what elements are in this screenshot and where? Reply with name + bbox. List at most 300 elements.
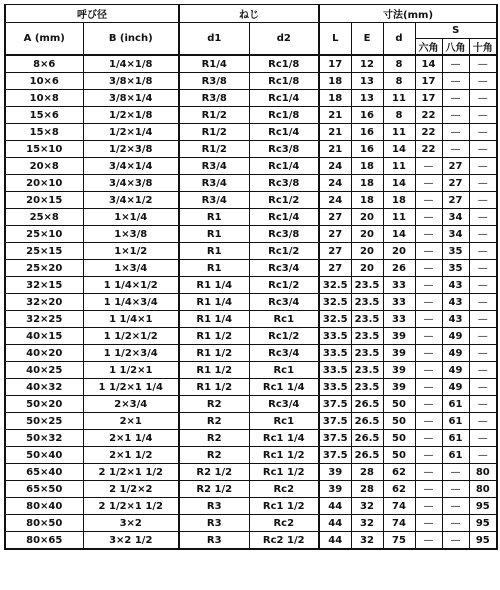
cell-a-mm: 50×40 (5, 447, 83, 464)
cell-e: 26.5 (351, 430, 383, 447)
cell-d1: R1/4 (179, 55, 249, 73)
table-body (5, 55, 497, 549)
cell-d: 74 (383, 515, 415, 532)
cell-d1: R1 (179, 260, 249, 277)
cell-s-cross: — (469, 260, 497, 277)
cell-d1: R1 1/2 (179, 328, 249, 345)
cell-l: 37.5 (319, 413, 351, 430)
cell-d1: R3 (179, 532, 249, 550)
cell-s-hex: — (415, 226, 442, 243)
cell-a-mm: 20×10 (5, 175, 83, 192)
cell-s-hex: — (415, 192, 442, 209)
cell-d: 39 (383, 362, 415, 379)
cell-d1: R1 1/2 (179, 379, 249, 396)
cell-l: 33.5 (319, 345, 351, 362)
cell-d: 75 (383, 532, 415, 550)
cell-e: 32 (351, 532, 383, 550)
cell-b-inch: 1×3/8 (83, 226, 179, 243)
cell-l: 33.5 (319, 328, 351, 345)
cell-d1: R2 (179, 447, 249, 464)
cell-l: 27 (319, 226, 351, 243)
cell-d1: R1 1/4 (179, 294, 249, 311)
cell-d2: Rc3/4 (249, 260, 319, 277)
cell-d2: Rc1 1/2 (249, 447, 319, 464)
cell-s-cross: — (469, 362, 497, 379)
cell-d: 39 (383, 328, 415, 345)
cell-d: 39 (383, 379, 415, 396)
cell-s-cross: — (469, 90, 497, 107)
cell-s-hex: — (415, 379, 442, 396)
cell-d1: R2 1/2 (179, 481, 249, 498)
cell-l: 37.5 (319, 396, 351, 413)
cell-d1: R1/2 (179, 107, 249, 124)
cell-e: 18 (351, 175, 383, 192)
cell-a-mm: 32×20 (5, 294, 83, 311)
cell-d2: Rc1/2 (249, 277, 319, 294)
cell-l: 21 (319, 141, 351, 158)
cell-l: 39 (319, 481, 351, 498)
table-header (5, 5, 497, 56)
cell-a-mm: 80×40 (5, 498, 83, 515)
table-row (5, 345, 497, 362)
cell-e: 20 (351, 209, 383, 226)
table-row (5, 226, 497, 243)
cell-e: 28 (351, 481, 383, 498)
cell-a-mm: 80×50 (5, 515, 83, 532)
cell-a-mm: 40×20 (5, 345, 83, 362)
cell-b-inch: 1/2×1/4 (83, 124, 179, 141)
cell-s-oct: 43 (442, 294, 469, 311)
cell-l: 33.5 (319, 362, 351, 379)
cell-s-cross: — (469, 158, 497, 175)
table-row (5, 532, 497, 550)
cell-b-inch: 1 1/4×3/4 (83, 294, 179, 311)
cell-a-mm: 50×25 (5, 413, 83, 430)
cell-a-mm: 32×25 (5, 311, 83, 328)
cell-d1: R2 (179, 413, 249, 430)
cell-s-oct: 35 (442, 243, 469, 260)
header-thread: ねじ (179, 5, 319, 23)
header-dimensions: 寸法(mm) (319, 5, 497, 23)
cell-d1: R2 (179, 430, 249, 447)
cell-b-inch: 2×1 1/4 (83, 430, 179, 447)
cell-d2: Rc3/4 (249, 345, 319, 362)
cell-s-cross: — (469, 141, 497, 158)
cell-d: 50 (383, 430, 415, 447)
cell-e: 20 (351, 226, 383, 243)
cell-l: 24 (319, 175, 351, 192)
header-hex: 六角 (415, 39, 442, 56)
cell-d2: Rc3/4 (249, 396, 319, 413)
cell-s-hex: — (415, 481, 442, 498)
cell-b-inch: 2×1 (83, 413, 179, 430)
cell-d: 18 (383, 192, 415, 209)
cell-b-inch: 2 1/2×1 1/2 (83, 464, 179, 481)
cell-l: 27 (319, 209, 351, 226)
cell-l: 37.5 (319, 430, 351, 447)
cell-l: 21 (319, 107, 351, 124)
cell-d: 33 (383, 311, 415, 328)
cell-s-oct: 35 (442, 260, 469, 277)
cell-b-inch: 2×1 1/2 (83, 447, 179, 464)
cell-s-cross: — (469, 55, 497, 73)
cell-e: 23.5 (351, 328, 383, 345)
cell-s-cross: — (469, 311, 497, 328)
cell-e: 13 (351, 90, 383, 107)
cell-s-cross: — (469, 243, 497, 260)
table-row (5, 158, 497, 175)
cell-s-hex: 22 (415, 124, 442, 141)
cell-d1: R2 (179, 396, 249, 413)
cell-e: 16 (351, 124, 383, 141)
cell-b-inch: 1 1/2×3/4 (83, 345, 179, 362)
cell-s-oct: 27 (442, 192, 469, 209)
cell-s-oct: 43 (442, 277, 469, 294)
cell-s-oct: 49 (442, 328, 469, 345)
header-s: S (415, 23, 497, 39)
cell-d1: R1 1/4 (179, 311, 249, 328)
cell-s-hex: — (415, 498, 442, 515)
cell-l: 32.5 (319, 311, 351, 328)
spec-table (4, 4, 498, 550)
table-row (5, 107, 497, 124)
cell-d2: Rc1/2 (249, 328, 319, 345)
cell-d2: Rc1/4 (249, 90, 319, 107)
cell-e: 23.5 (351, 379, 383, 396)
cell-d: 62 (383, 464, 415, 481)
cell-d: 11 (383, 158, 415, 175)
cell-b-inch: 3/8×1/4 (83, 90, 179, 107)
table-row (5, 515, 497, 532)
cell-a-mm: 80×65 (5, 532, 83, 550)
cell-d1: R1 1/2 (179, 362, 249, 379)
cell-s-cross: — (469, 226, 497, 243)
cell-s-cross: 80 (469, 464, 497, 481)
cell-b-inch: 3/4×3/8 (83, 175, 179, 192)
cell-d1: R1 (179, 226, 249, 243)
cell-b-inch: 1/2×3/8 (83, 141, 179, 158)
cell-d: 11 (383, 90, 415, 107)
cell-l: 21 (319, 124, 351, 141)
cell-d1: R3/4 (179, 158, 249, 175)
cell-a-mm: 25×15 (5, 243, 83, 260)
cell-s-oct: — (442, 107, 469, 124)
cell-b-inch: 1 1/4×1 (83, 311, 179, 328)
cell-l: 33.5 (319, 379, 351, 396)
cell-l: 18 (319, 90, 351, 107)
cell-l: 44 (319, 532, 351, 550)
cell-a-mm: 65×40 (5, 464, 83, 481)
cell-l: 17 (319, 55, 351, 73)
cell-s-oct: 61 (442, 396, 469, 413)
cell-d1: R3 (179, 515, 249, 532)
cell-e: 18 (351, 158, 383, 175)
cell-b-inch: 1×1/2 (83, 243, 179, 260)
cell-s-hex: — (415, 158, 442, 175)
cell-b-inch: 3×2 1/2 (83, 532, 179, 550)
cell-s-cross: 95 (469, 498, 497, 515)
cell-d2: Rc1/8 (249, 73, 319, 90)
header-oct: 八角 (442, 39, 469, 56)
cell-d: 50 (383, 413, 415, 430)
cell-l: 27 (319, 260, 351, 277)
cell-e: 26.5 (351, 413, 383, 430)
cell-s-oct: 49 (442, 362, 469, 379)
cell-s-cross: — (469, 396, 497, 413)
cell-s-hex: — (415, 464, 442, 481)
cell-d1: R1 (179, 243, 249, 260)
cell-s-oct: — (442, 481, 469, 498)
cell-d2: Rc3/8 (249, 226, 319, 243)
cell-s-cross: — (469, 209, 497, 226)
cell-b-inch: 2 1/2×1 1/2 (83, 498, 179, 515)
table-row (5, 243, 497, 260)
cell-d: 8 (383, 55, 415, 73)
cell-s-hex: 22 (415, 141, 442, 158)
header-cross: 十角 (469, 39, 497, 56)
cell-s-hex: — (415, 328, 442, 345)
cell-s-oct: 49 (442, 345, 469, 362)
cell-a-mm: 40×25 (5, 362, 83, 379)
cell-d: 50 (383, 396, 415, 413)
cell-a-mm: 65×50 (5, 481, 83, 498)
cell-s-oct: — (442, 141, 469, 158)
table-row (5, 209, 497, 226)
table-row (5, 90, 497, 107)
cell-s-oct: — (442, 498, 469, 515)
cell-a-mm: 15×6 (5, 107, 83, 124)
cell-d: 26 (383, 260, 415, 277)
cell-s-oct: 34 (442, 209, 469, 226)
cell-d2: Rc2 (249, 515, 319, 532)
cell-s-cross: — (469, 379, 497, 396)
cell-s-cross: — (469, 447, 497, 464)
cell-s-cross: — (469, 328, 497, 345)
cell-a-mm: 20×8 (5, 158, 83, 175)
header-d: d (383, 23, 415, 56)
cell-s-oct: 27 (442, 158, 469, 175)
table-row (5, 379, 497, 396)
cell-d: 62 (383, 481, 415, 498)
cell-e: 26.5 (351, 396, 383, 413)
cell-b-inch: 2×3/4 (83, 396, 179, 413)
cell-l: 24 (319, 192, 351, 209)
cell-s-oct: 61 (442, 413, 469, 430)
cell-b-inch: 3/8×1/8 (83, 73, 179, 90)
cell-d: 74 (383, 498, 415, 515)
cell-e: 18 (351, 192, 383, 209)
cell-d1: R1/2 (179, 141, 249, 158)
cell-d1: R2 1/2 (179, 464, 249, 481)
cell-d: 14 (383, 175, 415, 192)
cell-s-cross: — (469, 294, 497, 311)
cell-e: 32 (351, 515, 383, 532)
cell-d: 39 (383, 345, 415, 362)
cell-s-hex: — (415, 532, 442, 550)
cell-d2: Rc1/4 (249, 124, 319, 141)
cell-d2: Rc1/2 (249, 192, 319, 209)
cell-s-oct: 61 (442, 430, 469, 447)
cell-e: 23.5 (351, 294, 383, 311)
header-d2: d2 (249, 23, 319, 56)
cell-d: 33 (383, 277, 415, 294)
cell-a-mm: 15×8 (5, 124, 83, 141)
table-row (5, 328, 497, 345)
cell-a-mm: 10×6 (5, 73, 83, 90)
table-row (5, 175, 497, 192)
cell-d2: Rc2 (249, 481, 319, 498)
cell-s-cross: — (469, 107, 497, 124)
table-row (5, 481, 497, 498)
cell-b-inch: 1 1/2×1 (83, 362, 179, 379)
cell-s-hex: — (415, 430, 442, 447)
header-nominal: 呼び径 (5, 5, 179, 23)
cell-b-inch: 1 1/2×1 1/4 (83, 379, 179, 396)
cell-d2: Rc3/8 (249, 175, 319, 192)
cell-s-hex: — (415, 175, 442, 192)
header-e: E (351, 23, 383, 56)
cell-b-inch: 1×3/4 (83, 260, 179, 277)
cell-d2: Rc3/4 (249, 294, 319, 311)
table-row (5, 294, 497, 311)
table-row (5, 141, 497, 158)
cell-e: 16 (351, 141, 383, 158)
cell-s-cross: — (469, 413, 497, 430)
cell-d2: Rc1/4 (249, 158, 319, 175)
table-row (5, 55, 497, 73)
cell-s-hex: — (415, 396, 442, 413)
cell-a-mm: 8×6 (5, 55, 83, 73)
table-row (5, 430, 497, 447)
cell-s-oct: 43 (442, 311, 469, 328)
cell-b-inch: 1/4×1/8 (83, 55, 179, 73)
cell-a-mm: 20×15 (5, 192, 83, 209)
cell-s-hex: — (415, 413, 442, 430)
cell-a-mm: 50×32 (5, 430, 83, 447)
cell-d2: Rc1 (249, 413, 319, 430)
cell-e: 28 (351, 464, 383, 481)
cell-b-inch: 1 1/2×1/2 (83, 328, 179, 345)
cell-d: 8 (383, 73, 415, 90)
table-row (5, 498, 497, 515)
table-row (5, 447, 497, 464)
cell-s-hex: 17 (415, 73, 442, 90)
cell-a-mm: 40×32 (5, 379, 83, 396)
cell-s-cross: — (469, 192, 497, 209)
cell-s-oct: — (442, 73, 469, 90)
cell-e: 20 (351, 243, 383, 260)
cell-a-mm: 32×15 (5, 277, 83, 294)
table-row (5, 464, 497, 481)
cell-d1: R1/2 (179, 124, 249, 141)
cell-s-hex: — (415, 243, 442, 260)
cell-d2: Rc1/4 (249, 209, 319, 226)
cell-d2: Rc1 1/4 (249, 379, 319, 396)
cell-d2: Rc1 1/4 (249, 430, 319, 447)
cell-a-mm: 25×10 (5, 226, 83, 243)
cell-l: 32.5 (319, 294, 351, 311)
cell-s-hex: 14 (415, 55, 442, 73)
cell-d: 33 (383, 294, 415, 311)
cell-d2: Rc1/8 (249, 107, 319, 124)
table-row (5, 413, 497, 430)
cell-d1: R3/8 (179, 73, 249, 90)
cell-s-hex: — (415, 277, 442, 294)
cell-l: 44 (319, 498, 351, 515)
cell-d: 14 (383, 226, 415, 243)
cell-s-hex: — (415, 345, 442, 362)
table-row (5, 311, 497, 328)
cell-d2: Rc3/8 (249, 141, 319, 158)
table-row (5, 277, 497, 294)
cell-e: 23.5 (351, 345, 383, 362)
cell-s-hex: — (415, 260, 442, 277)
table-row (5, 362, 497, 379)
cell-a-mm: 25×8 (5, 209, 83, 226)
cell-e: 16 (351, 107, 383, 124)
table-row (5, 396, 497, 413)
cell-b-inch: 3/4×1/2 (83, 192, 179, 209)
cell-s-hex: 22 (415, 107, 442, 124)
header-b-inch: B (inch) (83, 23, 179, 56)
cell-e: 12 (351, 55, 383, 73)
cell-d1: R3/8 (179, 90, 249, 107)
cell-s-hex: — (415, 515, 442, 532)
cell-l: 32.5 (319, 277, 351, 294)
cell-l: 27 (319, 243, 351, 260)
cell-s-oct: — (442, 532, 469, 550)
cell-d: 11 (383, 124, 415, 141)
cell-l: 37.5 (319, 447, 351, 464)
cell-b-inch: 3×2 (83, 515, 179, 532)
cell-e: 26.5 (351, 447, 383, 464)
cell-a-mm: 10×8 (5, 90, 83, 107)
cell-s-hex: — (415, 294, 442, 311)
cell-e: 32 (351, 498, 383, 515)
table-row (5, 73, 497, 90)
cell-s-cross: — (469, 430, 497, 447)
cell-d2: Rc2 1/2 (249, 532, 319, 550)
cell-d1: R3 (179, 498, 249, 515)
header-d1: d1 (179, 23, 249, 56)
cell-d: 8 (383, 107, 415, 124)
cell-d: 11 (383, 209, 415, 226)
cell-d: 14 (383, 141, 415, 158)
cell-s-oct: — (442, 464, 469, 481)
cell-s-cross: 95 (469, 515, 497, 532)
cell-l: 39 (319, 464, 351, 481)
cell-s-oct: — (442, 124, 469, 141)
cell-b-inch: 1/2×1/8 (83, 107, 179, 124)
cell-d2: Rc1 (249, 362, 319, 379)
cell-d2: Rc1 1/2 (249, 498, 319, 515)
cell-d1: R1 1/2 (179, 345, 249, 362)
cell-d2: Rc1/8 (249, 55, 319, 73)
cell-s-hex: — (415, 209, 442, 226)
cell-b-inch: 1 1/4×1/2 (83, 277, 179, 294)
header-l: L (319, 23, 351, 56)
cell-s-hex: — (415, 311, 442, 328)
cell-a-mm: 50×20 (5, 396, 83, 413)
cell-a-mm: 25×20 (5, 260, 83, 277)
cell-d2: Rc1/2 (249, 243, 319, 260)
cell-s-oct: — (442, 55, 469, 73)
cell-s-cross: — (469, 124, 497, 141)
cell-d2: Rc1 (249, 311, 319, 328)
cell-e: 20 (351, 260, 383, 277)
cell-s-oct: 34 (442, 226, 469, 243)
cell-d: 20 (383, 243, 415, 260)
